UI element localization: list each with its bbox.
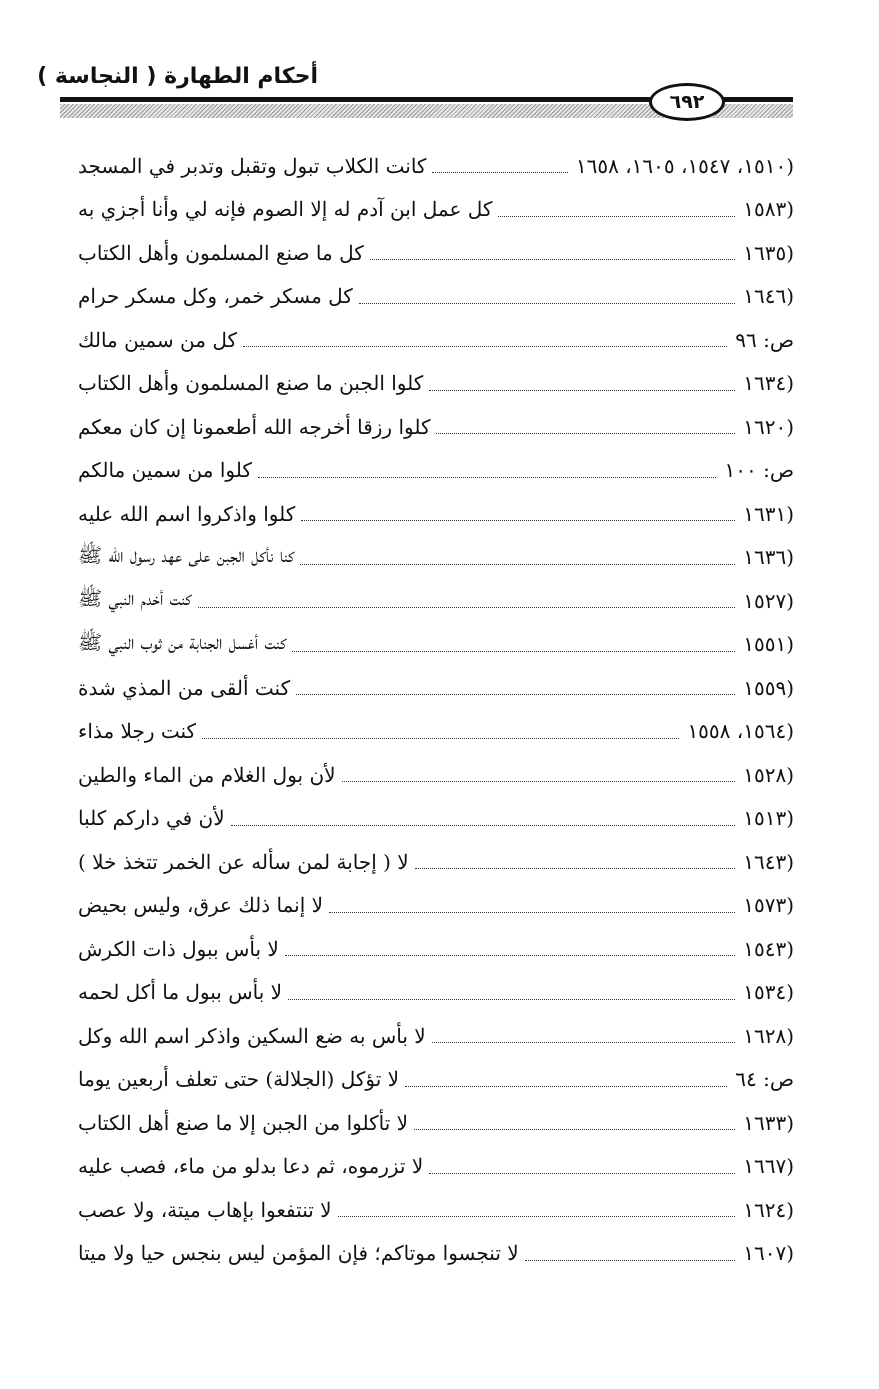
- page-number: ٦٩٢: [669, 91, 705, 113]
- index-entry: [78, 275, 794, 319]
- entry-text: لا تزرموه، ثم دعا بدلو من ماء، فصب عليه: [78, 1154, 424, 1179]
- index-entry: [78, 405, 794, 449]
- index-entry: [78, 449, 794, 493]
- dot-leader: [370, 259, 735, 260]
- dot-leader: [338, 1216, 736, 1217]
- entry-text: كل عمل ابن آدم له إلا الصوم فإنه لي وأنا أجزي به: [78, 197, 493, 222]
- index-entry: [78, 1101, 794, 1145]
- dot-leader: [243, 346, 727, 347]
- dot-leader: [429, 390, 735, 391]
- entry-text: لا تأكلوا من الجبن إلا ما صنع أهل الكتاب: [78, 1110, 409, 1135]
- entry-text: لا بأس ببول ما أكل لحمه: [78, 980, 283, 1005]
- dot-leader: [301, 520, 735, 521]
- dot-leader: [258, 477, 717, 478]
- entry-reference: (١٥٣٤: [743, 980, 794, 1005]
- entry-reference: (١٦٣٦: [743, 545, 794, 570]
- entry-reference: (١٦٣١: [743, 501, 794, 526]
- entry-text: كلوا رزقا أخرجه الله أطعمونا إن كان معكم: [78, 414, 431, 439]
- entry-reference: ص: ٩٦: [735, 327, 794, 352]
- dot-leader: [198, 607, 736, 608]
- page-header: [0, 0, 879, 140]
- entry-text: كنت أغسل الجنابة من ثوب النبي ﷺ: [78, 629, 287, 654]
- entry-text: كنت رجلا مذاء: [78, 719, 197, 744]
- entry-reference: (١٥٦٤، ١٥٥٨: [687, 719, 794, 744]
- entry-reference: (١٥١٣: [743, 806, 794, 831]
- dot-leader: [436, 433, 735, 434]
- index-entry: [78, 840, 794, 884]
- entry-text: كل مسكر خمر، وكل مسكر حرام: [78, 284, 353, 309]
- entry-reference: (١٦٦٧: [743, 1154, 794, 1179]
- entry-text: لا بأس ببول ذات الكرش: [78, 936, 279, 961]
- entry-reference: (١٦٠٧: [743, 1241, 794, 1266]
- index-entry: [78, 753, 794, 797]
- index-entry: [78, 1014, 794, 1058]
- entry-reference: ص: ٦٤: [735, 1067, 794, 1092]
- entry-reference: ص: ١٠٠: [724, 458, 794, 483]
- index-entry: [78, 971, 794, 1015]
- entry-reference: (١٥٥١: [743, 632, 794, 657]
- hadith-index-list: [78, 144, 794, 1275]
- index-entry: [78, 318, 794, 362]
- entry-text: كانت الكلاب تبول وتقبل وتدبر في المسجد: [78, 153, 427, 178]
- dot-leader: [342, 781, 736, 782]
- entry-reference: (١٥٢٨: [743, 762, 794, 787]
- entry-reference: (١٦٣٣: [743, 1110, 794, 1135]
- dot-leader: [202, 738, 679, 739]
- entry-text: كلوا واذكروا اسم الله عليه: [78, 501, 296, 526]
- index-entry: [78, 1145, 794, 1189]
- index-entry: [78, 884, 794, 928]
- entry-text: كنت ألقى من المذي شدة: [78, 675, 291, 700]
- dot-leader: [405, 1086, 727, 1087]
- index-entry: [78, 188, 794, 232]
- index-entry: [78, 231, 794, 275]
- index-entry: [78, 666, 794, 710]
- index-entry: [78, 1232, 794, 1276]
- entry-reference: (١٥٥٩: [743, 675, 794, 700]
- entry-reference: (١٥٧٣: [743, 893, 794, 918]
- entry-text: كنت أخدم النبي ﷺ: [78, 586, 192, 611]
- index-entry: [78, 1188, 794, 1232]
- entry-text: لا ( إجابة لمن سأله عن الخمر تتخذ خلا ): [78, 849, 409, 874]
- entry-text: لا بأس به ضع السكين واذكر اسم الله وكل: [78, 1023, 426, 1048]
- entry-text: كنا نأكل الجبن على عهد رسول الله ﷺ: [78, 542, 295, 567]
- index-entry: [78, 797, 794, 841]
- entry-text: لأن بول الغلام من الماء والطين: [78, 762, 336, 787]
- running-title: أحكام الطهارة ( النجاسة ): [37, 64, 318, 89]
- entry-text: لأن في داركم كلبا: [78, 806, 225, 831]
- dot-leader: [359, 303, 735, 304]
- dot-leader: [292, 651, 735, 652]
- entry-text: لا تنتفعوا بإهاب ميتة، ولا عصب: [78, 1197, 332, 1222]
- index-entry: [78, 144, 794, 188]
- index-entry: [78, 362, 794, 406]
- dot-leader: [296, 694, 735, 695]
- dot-leader: [414, 1129, 735, 1130]
- entry-reference: (١٥٢٧: [743, 588, 794, 613]
- entry-reference: (١٦٣٤: [743, 371, 794, 396]
- dot-leader: [288, 999, 735, 1000]
- entry-reference: (١٥٤٣: [743, 936, 794, 961]
- dot-leader: [432, 172, 567, 173]
- entry-reference: (١٦٤٦: [743, 284, 794, 309]
- entry-reference: (١٥٨٣: [743, 197, 794, 222]
- entry-reference: (١٦٢٨: [743, 1023, 794, 1048]
- entry-reference: (١٦٢٤: [743, 1197, 794, 1222]
- entry-reference: (١٥١٠، ١٥٤٧، ١٦٠٥، ١٦٥٨: [575, 153, 794, 178]
- index-entry: [78, 710, 794, 754]
- dot-leader: [432, 1042, 736, 1043]
- index-entry: [78, 536, 794, 580]
- dot-leader: [525, 1260, 736, 1261]
- entry-text: كلوا من سمين مالكم: [78, 458, 252, 483]
- entry-reference: (١٦٤٣: [743, 849, 794, 874]
- entry-reference: (١٦٢٠: [743, 414, 794, 439]
- dot-leader: [300, 564, 735, 565]
- index-entry: [78, 623, 794, 667]
- entry-text: كل ما صنع المسلمون وأهل الكتاب: [78, 240, 364, 265]
- entry-text: لا تؤكل (الجلالة) حتى تعلف أربعين يوما: [78, 1067, 400, 1092]
- index-entry: [78, 1058, 794, 1102]
- dot-leader: [231, 825, 736, 826]
- dot-leader: [429, 1173, 735, 1174]
- entry-text: لا تنجسوا موتاكم؛ فإن المؤمن ليس بنجس حيا ولا ميتا: [78, 1241, 519, 1266]
- entry-reference: (١٦٣٥: [743, 240, 794, 265]
- index-entry: [78, 492, 794, 536]
- index-entry: [78, 579, 794, 623]
- entry-text: كلوا الجبن ما صنع المسلمون وأهل الكتاب: [78, 371, 424, 396]
- entry-text: لا إنما ذلك عرق، وليس بحيض: [78, 893, 324, 918]
- entry-text: كل من سمين مالك: [78, 327, 238, 352]
- dot-leader: [415, 868, 736, 869]
- dot-leader: [329, 912, 735, 913]
- index-entry: [78, 927, 794, 971]
- dot-leader: [285, 955, 735, 956]
- dot-leader: [498, 216, 735, 217]
